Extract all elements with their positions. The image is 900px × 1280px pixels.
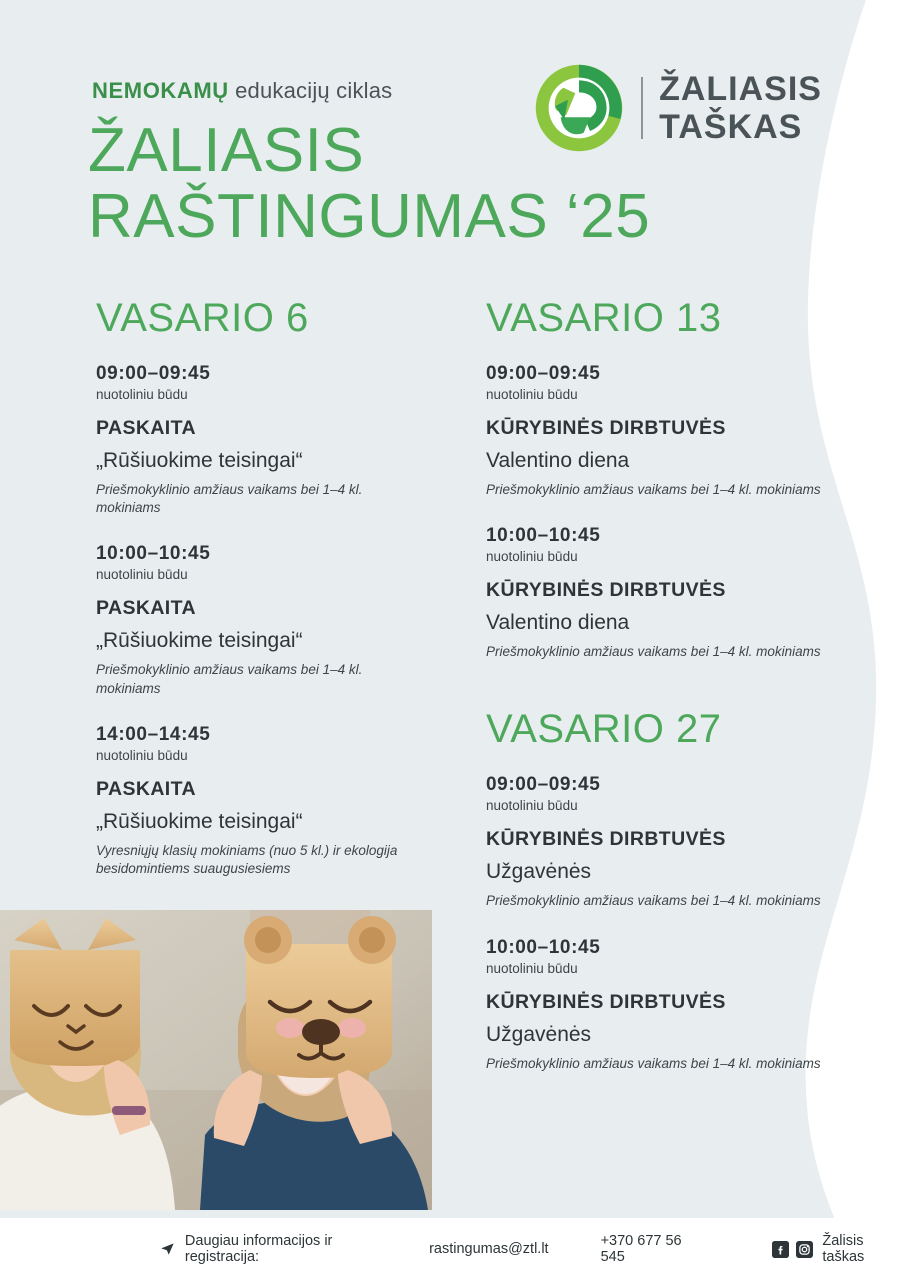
- slot-time: 14:00–14:45: [96, 723, 211, 745]
- schedule-column-left: [96, 296, 426, 878]
- slot-audience: Priešmokyklinio amžiaus vaikams bei 1–4 kl. mokiniams: [486, 644, 821, 660]
- kicker-rest: edukacijų ciklas: [235, 78, 393, 103]
- slot-mode: nuotoliniu būdu: [96, 387, 188, 402]
- slot-topic: „Rūšiuokime teisingai“: [96, 449, 303, 472]
- slot-audience: Priešmokyklinio amžiaus vaikams bei 1–4 kl. mokiniams: [486, 482, 821, 497]
- slot-kind: KŪRYBINĖS DIRBTUVĖS: [486, 828, 726, 851]
- slot-mode: nuotoliniu būdu: [96, 747, 188, 763]
- facebook-icon[interactable]: [772, 1241, 789, 1258]
- day-title-feb-13: VASARIO 13: [486, 296, 722, 340]
- slot-topic: Užgavėnės: [486, 1022, 592, 1046]
- footer-social-name: Žalisis taškas: [822, 1233, 865, 1265]
- title-line-2: RAŠTINGUMAS ‘25: [88, 182, 651, 252]
- slot-kind: PASKAITA: [96, 597, 196, 620]
- kicker-strong: NEMOKAMŲ: [92, 78, 229, 103]
- slot-audience: Vyresniųjų klasių mokiniams (nuo 5 kl.) ir ekologija besidomintiems suaugusiesiems: [96, 842, 398, 877]
- slot-kind: KŪRYBINĖS DIRBTUVĖS: [486, 417, 726, 439]
- schedule-slot: [486, 363, 826, 499]
- paper-plane-icon: [160, 1241, 175, 1257]
- logo-line-2: TAŠKAS: [659, 108, 803, 146]
- title-line-1: ŽALIASIS: [88, 116, 365, 185]
- slot-time: 09:00–09:45: [96, 363, 211, 384]
- schedule-slot: [96, 543, 426, 697]
- slot-kind: PASKAITA: [96, 417, 196, 439]
- slot-time: 09:00–09:45: [486, 774, 601, 796]
- schedule-slot: [486, 525, 826, 661]
- slot-kind: KŪRYBINĖS DIRBTUVĖS: [486, 579, 726, 602]
- footer: [0, 1218, 900, 1280]
- day-title-feb-27: VASARIO 27: [486, 707, 722, 752]
- schedule-slot: [486, 774, 826, 910]
- slot-audience: Priešmokyklinio amžiaus vaikams bei 1–4 kl. mokiniams: [96, 482, 363, 516]
- slot-topic: Valentino diena: [486, 611, 630, 635]
- slot-topic: „Rūšiuokime teisingai“: [96, 809, 303, 833]
- slot-topic: Užgavėnės: [486, 860, 592, 884]
- poster-kicker: [92, 78, 392, 104]
- logo-line-1: ŽALIASIS: [659, 69, 822, 108]
- slot-mode: nuotoliniu būdu: [486, 798, 578, 814]
- footer-email[interactable]: rastingumas@ztl.lt: [429, 1241, 549, 1257]
- slot-kind: KŪRYBINĖS DIRBTUVĖS: [486, 990, 726, 1013]
- slot-mode: nuotoliniu būdu: [486, 549, 578, 565]
- children-photo: [0, 910, 432, 1210]
- schedule-slot: [486, 937, 826, 1073]
- slot-kind: PASKAITA: [96, 777, 196, 800]
- slot-time: 09:00–09:45: [486, 363, 601, 384]
- brand-logo: [533, 62, 822, 154]
- photo-illustration: [0, 910, 432, 1210]
- schedule-slot: [96, 724, 426, 878]
- instagram-icon[interactable]: [796, 1241, 813, 1258]
- slot-topic: Valentino diena: [486, 449, 630, 472]
- schedule-column-right: [486, 296, 826, 1073]
- recycle-arrows-icon: [533, 62, 625, 154]
- logo-divider: [641, 77, 643, 139]
- footer-phone[interactable]: +370 677 56 545: [600, 1233, 682, 1265]
- slot-time: 10:00–10:45: [486, 936, 601, 958]
- slot-mode: nuotoliniu būdu: [486, 387, 578, 402]
- slot-topic: „Rūšiuokime teisingai“: [96, 629, 303, 653]
- schedule-slot: [96, 363, 426, 517]
- slot-audience: Priešmokyklinio amžiaus vaikams bei 1–4 kl. mokiniams: [96, 662, 363, 696]
- day-title-feb-6: VASARIO 6: [96, 296, 309, 340]
- logo-wordmark: [659, 70, 822, 146]
- slot-audience: Priešmokyklinio amžiaus vaikams bei 1–4 kl. mokiniams: [486, 1055, 821, 1071]
- slot-time: 10:00–10:45: [486, 525, 601, 547]
- slot-mode: nuotoliniu būdu: [486, 960, 578, 976]
- slot-time: 10:00–10:45: [96, 543, 211, 565]
- footer-label: Daugiau informacijos ir registracija:: [184, 1233, 333, 1265]
- slot-mode: nuotoliniu būdu: [96, 567, 188, 583]
- slot-audience: Priešmokyklinio amžiaus vaikams bei 1–4 kl. mokiniams: [486, 893, 821, 909]
